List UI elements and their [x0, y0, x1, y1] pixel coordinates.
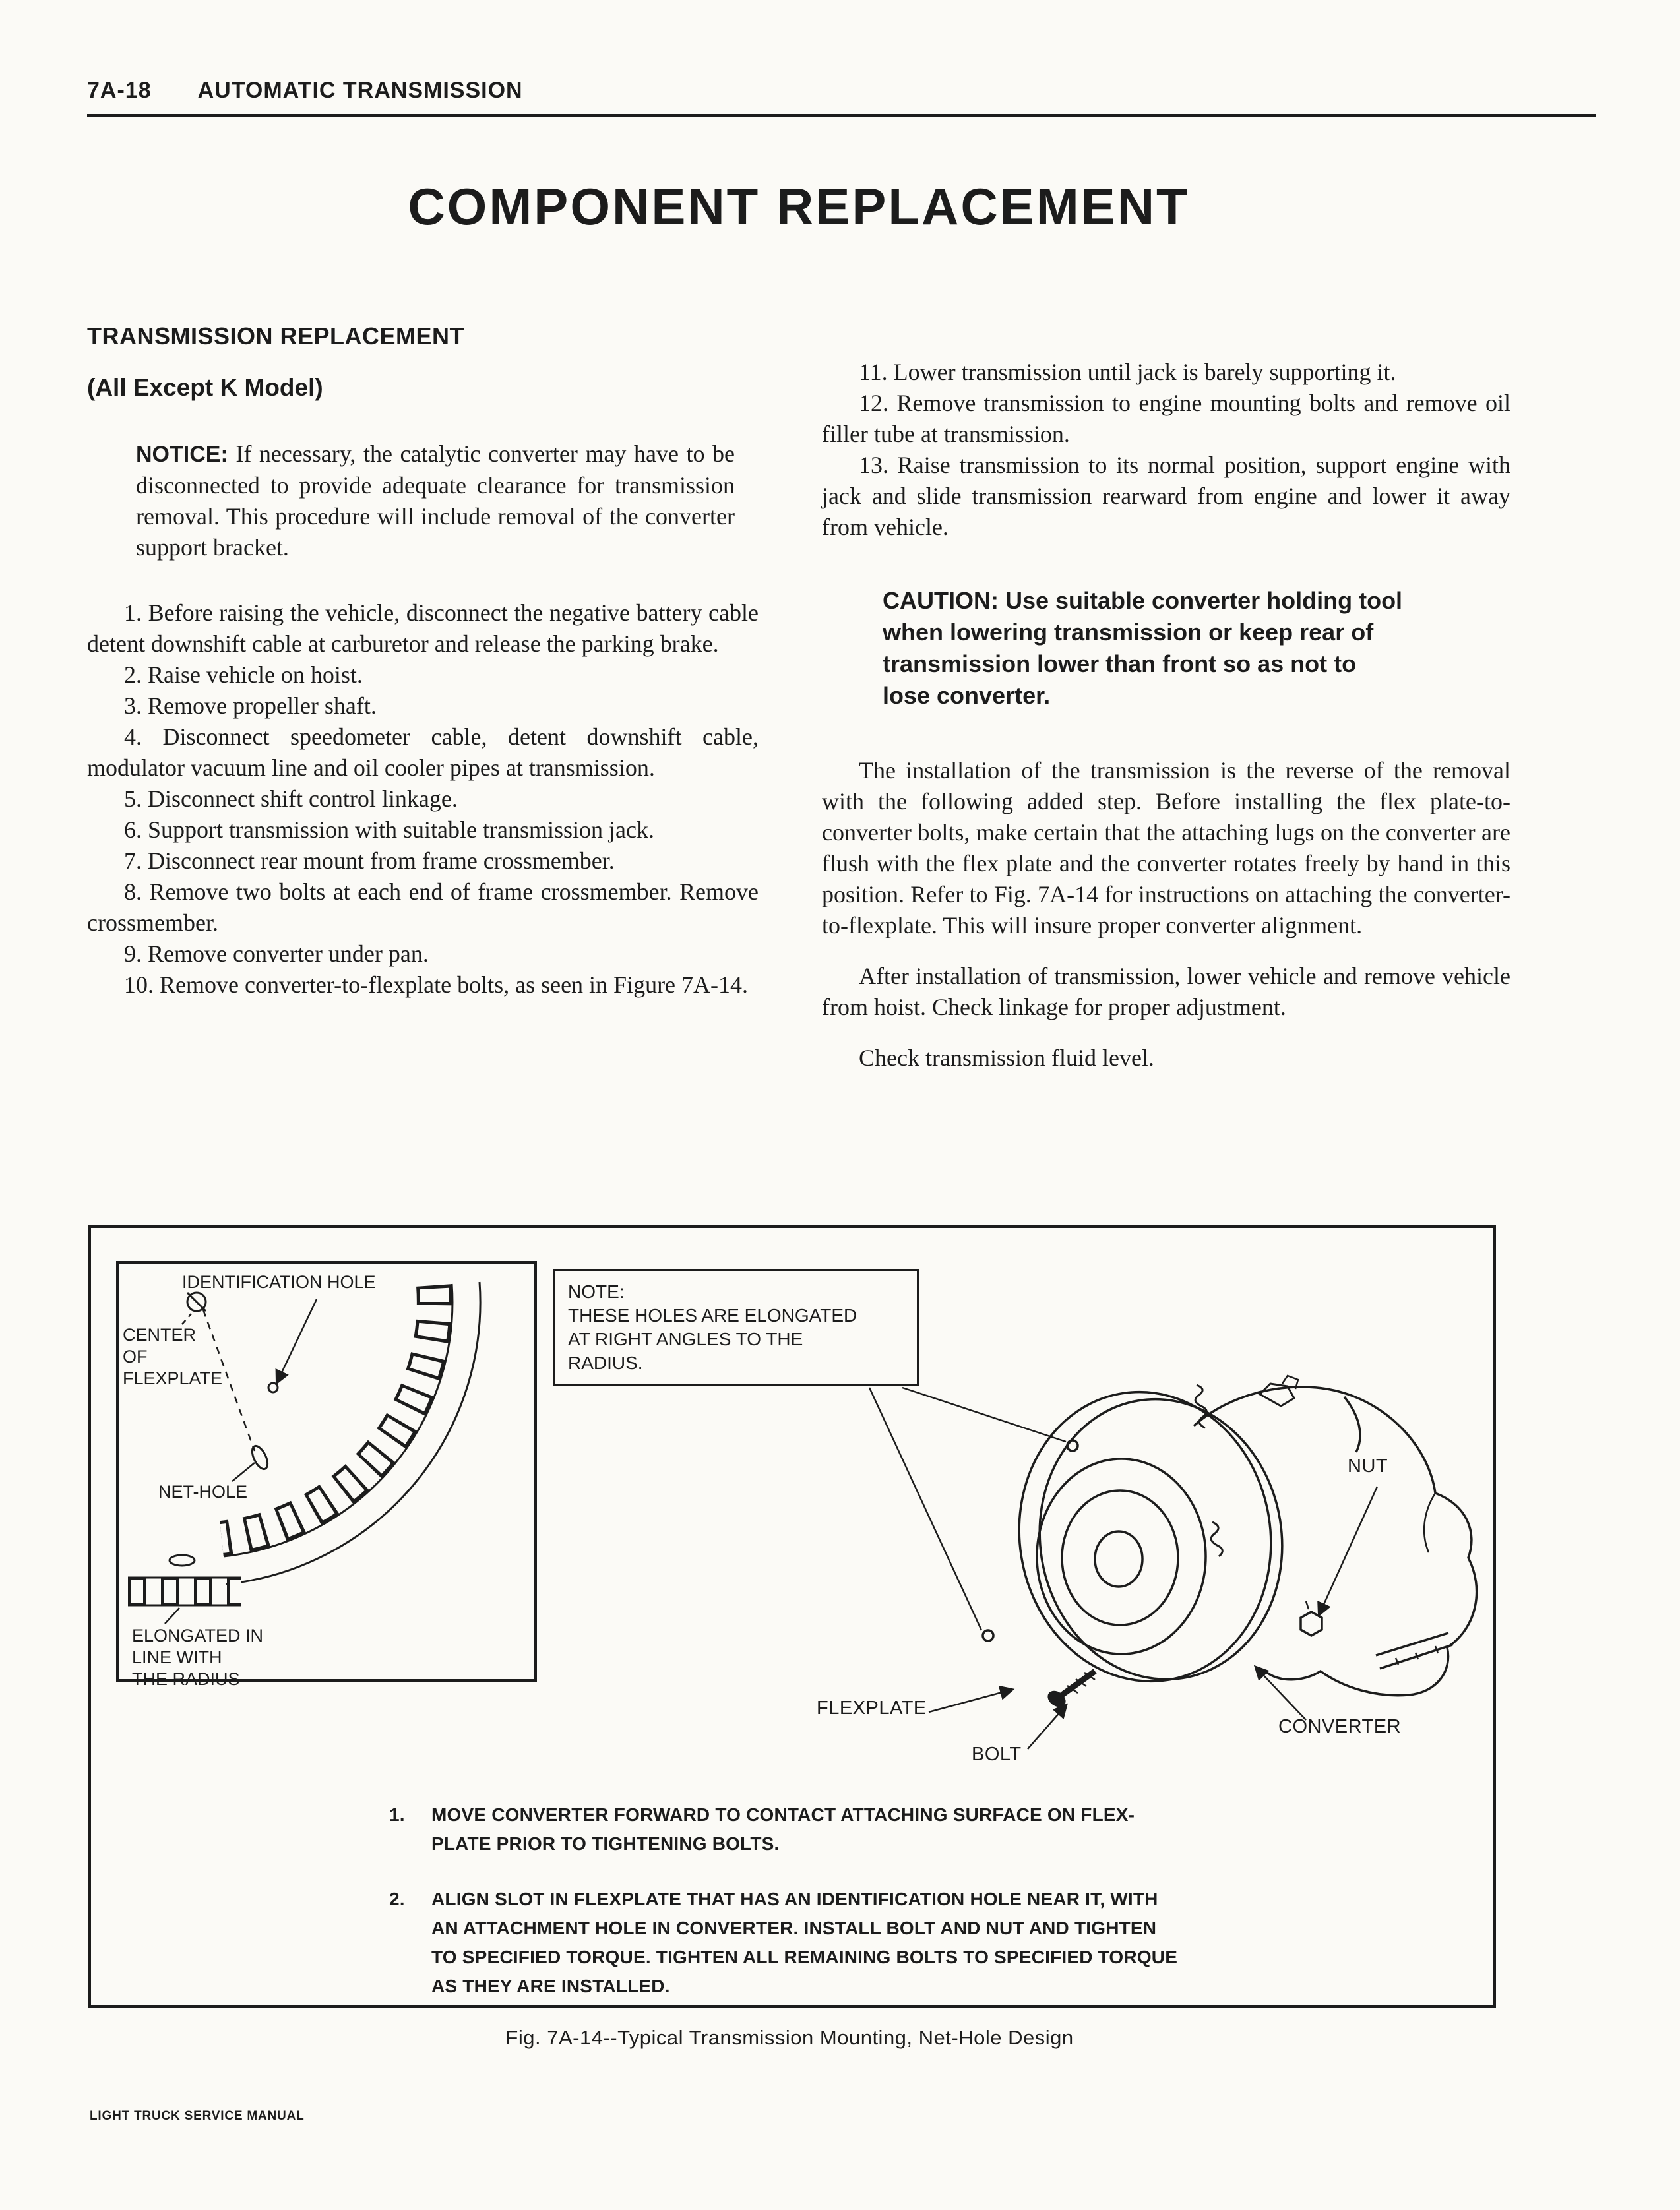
- step-4: 4. Disconnect speedometer cable, detent downshift cable, modulator vacuum line and oil cooler pipes at transmission.: [87, 723, 759, 781]
- label-flexplate: FLEXPLATE: [817, 1698, 927, 1719]
- figure-note-box: [553, 1269, 919, 1386]
- note-leader-lower: [869, 1388, 981, 1630]
- step-1: 1. Before raising the vehicle, disconnect the negative battery cable detent downshift cable at carburetor and release the parking brake.: [87, 599, 759, 657]
- step-10: 10. Remove converter-to-flexplate bolts, as seen in Figure 7A-14.: [124, 971, 749, 998]
- note-line1: THESE HOLES ARE ELONGATED: [568, 1305, 857, 1326]
- net-hole-slot: [249, 1444, 271, 1471]
- label-bolt: BOLT: [972, 1744, 1022, 1765]
- figure-instruction-1: [389, 1800, 1181, 1858]
- instruction-1-number: 1.: [389, 1804, 405, 1825]
- pan-rail-bottom: [1380, 1645, 1452, 1669]
- section-subheading: (All Except K Model): [87, 374, 323, 401]
- figure-7a14: [88, 1225, 1496, 2008]
- label-center-line2: OF: [123, 1347, 148, 1366]
- ring-teeth: [222, 1285, 435, 1539]
- step-11: 11. Lower transmission until jack is barely supporting it.: [859, 359, 1396, 385]
- identification-leader: [277, 1299, 317, 1382]
- chapter-title: AUTOMATIC TRANSMISSION: [197, 78, 523, 103]
- hub-ring-mid: [1062, 1490, 1178, 1625]
- label-center-line1: CENTER: [123, 1325, 197, 1345]
- procedure-steps-left: [87, 598, 759, 1000]
- procedure-steps-right: [822, 357, 1510, 543]
- instruction-2-text: ALIGN SLOT IN FLEXPLATE THAT HAS AN IDENTIFICATION HOLE NEAR IT, WITH AN ATTACHMENT HOLE IN CONVERTER. INSTALL BOLT AND NUT AND TIGHTEN TO SPECIFIED TORQUE. TIGHTEN ALL REMAINING BOLTS TO SPECIFIED TORQUE AS THEY ARE INSTALLED.: [431, 1889, 1178, 1996]
- converter-leader: [1256, 1667, 1306, 1720]
- section-heading: TRANSMISSION REPLACEMENT: [87, 322, 465, 350]
- text-columns: [87, 322, 1510, 1074]
- note-label: NOTE:: [568, 1281, 625, 1302]
- elongated-leader: [165, 1608, 179, 1624]
- caution-block: CAUTION: Use suitable converter holding tool when lowering transmission or keep rear of transmission lower than front so as not to lose converter.: [883, 587, 1403, 709]
- figure-caption: Fig. 7A-14--Typical Transmission Mounting, Net-Hole Design: [505, 2026, 1074, 2049]
- page-number: 7A-18: [87, 78, 152, 103]
- label-center-of-flexplate: [123, 1324, 222, 1390]
- center-label-leader: [182, 1314, 191, 1324]
- step-9: 9. Remove converter under pan.: [124, 940, 429, 967]
- installation-paragraph: The installation of the transmission is the reverse of the removal with the following added step. Before installing the flex plate-to-converter bolts, make certain that the attaching lugs on the converter are flush with the flex plate and the converter rotates freely by hand in this position. Refer to Fig. 7A-14 for instructions on attaching the converter-to-flexplate. This will insure proper converter alignment.: [822, 757, 1510, 938]
- nut-leader: [1319, 1487, 1377, 1614]
- note-leader-upper: [902, 1388, 1066, 1442]
- converter-rim: [1020, 1382, 1302, 1697]
- flexplate-inset-box: [116, 1261, 537, 1689]
- right-column: [822, 322, 1510, 1074]
- nut-art: [1301, 1612, 1322, 1636]
- flexplate-hole-upper: [1067, 1440, 1078, 1451]
- label-converter: CONVERTER: [1278, 1716, 1402, 1737]
- page-content: [0, 0, 1680, 1074]
- step-8: 8. Remove two bolts at each end of frame crossmember. Remove crossmember.: [87, 878, 759, 936]
- step-2: 2. Raise vehicle on hoist.: [124, 661, 363, 688]
- label-center-line3: FLEXPLATE: [123, 1368, 223, 1388]
- net-hole-leader: [232, 1463, 255, 1481]
- flexplate-leader: [929, 1690, 1012, 1712]
- left-column: [87, 322, 759, 1074]
- fluid-level-paragraph: Check transmission fluid level.: [859, 1045, 1154, 1071]
- step-7: 7. Disconnect rear mount from frame crossmember.: [124, 847, 615, 874]
- bolt-leader: [1028, 1705, 1066, 1749]
- step-12: 12. Remove transmission to engine mounting bolts and remove oil filler tube at transmission.: [822, 390, 1510, 447]
- label-elongated-line3: THE RADIUS: [132, 1669, 240, 1689]
- step-13: 13. Raise transmission to its normal position, support engine with jack and slide transmission rearward from engine and lower it away from vehicle.: [822, 452, 1510, 540]
- figure-instruction-2: [389, 1885, 1181, 2001]
- page-header: [87, 78, 1596, 117]
- after-installation-paragraph: After installation of transmission, lower vehicle and remove vehicle from hoist. Check linkage for proper adjustment.: [822, 963, 1510, 1020]
- notice-text: If necessary, the catalytic converter may have to be disconnected to provide adequate clearance for transmission removal. This procedure will include removal of the converter support bracket.: [136, 441, 735, 561]
- page-title: COMPONENT REPLACEMENT: [408, 177, 1190, 235]
- flexplate-hole-lower: [983, 1630, 993, 1641]
- spring-side: [1211, 1522, 1222, 1556]
- figure-instructions: [389, 1800, 1181, 2027]
- label-elongated-line1: ELONGATED IN: [132, 1626, 264, 1645]
- label-nut: NUT: [1348, 1456, 1388, 1477]
- housing-panel-line: [1344, 1397, 1360, 1452]
- note-line2: AT RIGHT ANGLES TO THE: [568, 1329, 803, 1349]
- nut-stud: [1306, 1601, 1309, 1609]
- identification-hole-dot: [268, 1383, 278, 1392]
- step-6: 6. Support transmission with suitable transmission jack.: [124, 816, 654, 843]
- step-3: 3. Remove propeller shaft.: [124, 692, 377, 719]
- bolt-shaft: [1062, 1671, 1095, 1695]
- note-line3: RADIUS.: [568, 1353, 643, 1373]
- notice-label: NOTICE:: [136, 442, 228, 467]
- label-net-hole: NET-HOLE: [158, 1482, 248, 1502]
- elongated-slot: [170, 1555, 195, 1566]
- manual-footer: LIGHT TRUCK SERVICE MANUAL: [90, 2109, 305, 2123]
- step-5: 5. Disconnect shift control linkage.: [124, 785, 458, 812]
- mount-ear: [1260, 1384, 1294, 1406]
- label-identification-hole: IDENTIFICATION HOLE: [182, 1272, 376, 1292]
- hub-ring-inner: [1095, 1531, 1142, 1587]
- label-elongated: [132, 1625, 263, 1690]
- housing-detail-line: [1424, 1493, 1435, 1552]
- notice-block: [136, 439, 735, 563]
- label-elongated-line2: LINE WITH: [132, 1647, 222, 1667]
- instruction-1-text: MOVE CONVERTER FORWARD TO CONTACT ATTACHING SURFACE ON FLEX-PLATE PRIOR TO TIGHTENING BOLTS.: [431, 1804, 1135, 1854]
- instruction-2-number: 2.: [389, 1889, 405, 1909]
